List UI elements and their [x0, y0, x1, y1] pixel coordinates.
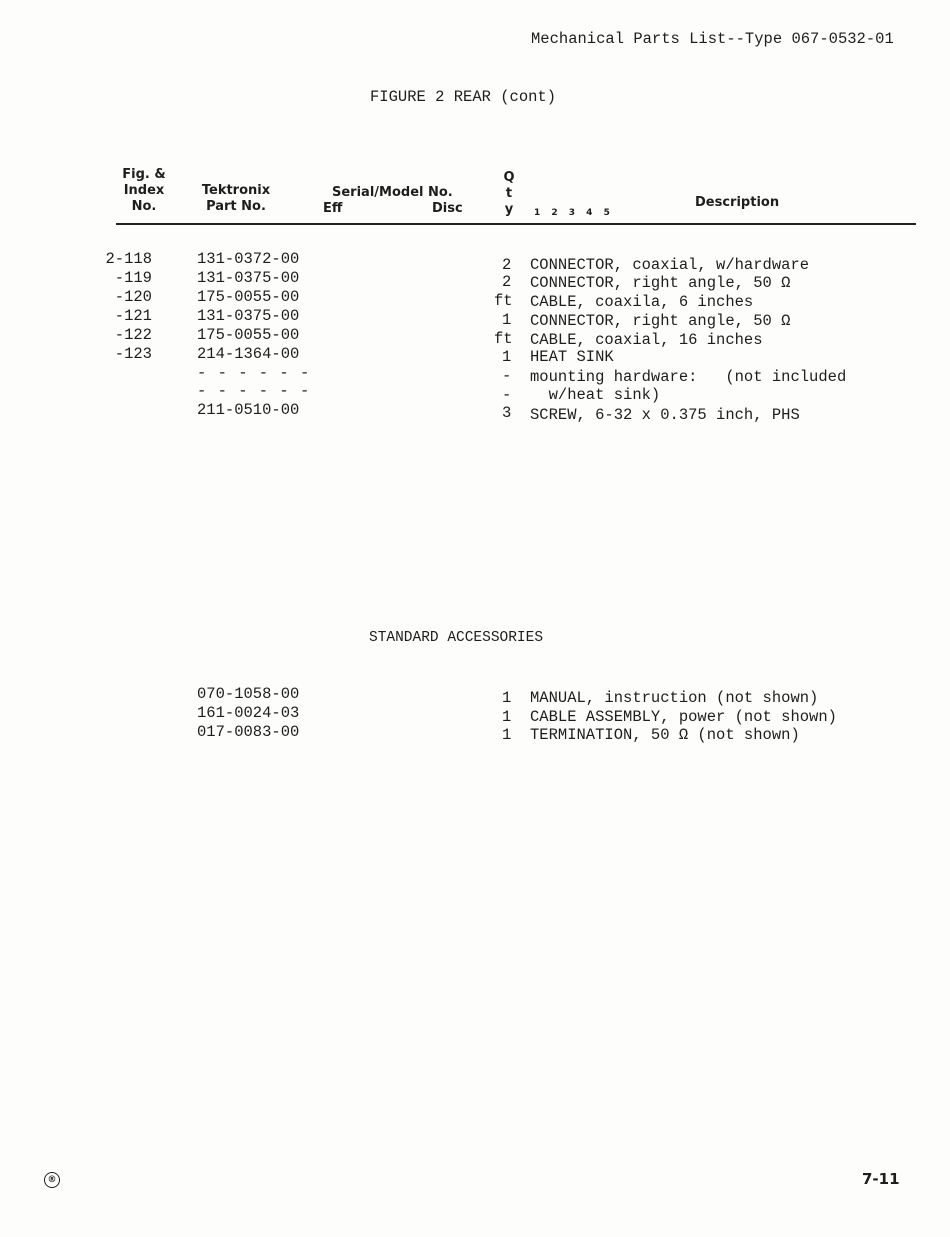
description: CABLE, coaxial, 16 inches	[530, 331, 763, 349]
part-no: 131-0372-00	[197, 250, 300, 268]
fig-index-header	[116, 167, 172, 215]
description: TERMINATION, 50 Ω (not shown)	[530, 726, 800, 744]
part-no: 131-0375-00	[197, 307, 300, 325]
fig-index-header-line3: No.	[131, 199, 157, 214]
qty: 2	[502, 273, 512, 291]
qty: 1	[502, 689, 512, 707]
description: CONNECTOR, right angle, 50 Ω	[530, 274, 791, 292]
qty-header-q: Q	[503, 170, 515, 185]
description: mounting hardware: (not included	[530, 368, 847, 386]
description: CABLE, coaxila, 6 inches	[530, 293, 754, 311]
qty: ft	[494, 330, 513, 348]
qty-header-t: t	[505, 186, 513, 201]
eff-header: Eff	[323, 201, 343, 216]
header-rule	[116, 223, 916, 225]
qty-header-y: y	[504, 202, 514, 217]
description: MANUAL, instruction (not shown)	[530, 689, 819, 707]
index-no: -121	[114, 307, 152, 325]
index-no: -123	[114, 345, 152, 363]
qty: 1	[502, 708, 512, 726]
disc-header: Disc	[432, 201, 463, 216]
part-no: 070-1058-00	[197, 685, 300, 703]
description-header: Description	[695, 195, 780, 210]
figure-title: FIGURE 2 REAR (cont)	[370, 88, 557, 106]
qty: 1	[502, 726, 512, 744]
qty: 3	[502, 404, 512, 422]
revision-mark: ®	[44, 1172, 60, 1188]
index-no: -122	[114, 326, 152, 344]
part-no: - - - - - -	[197, 382, 311, 400]
part-no: 161-0024-03	[197, 704, 300, 722]
index-no: -120	[114, 288, 152, 306]
part-no-header-line1: Tektronix	[201, 183, 271, 198]
part-no: 175-0055-00	[197, 288, 300, 306]
part-no: 017-0083-00	[197, 723, 300, 741]
qty: -	[502, 386, 512, 404]
accessories-title: STANDARD ACCESSORIES	[369, 630, 544, 646]
qty: 2	[502, 256, 512, 274]
index-no: -119	[114, 269, 152, 287]
serial-header: Serial/Model No.	[332, 185, 453, 200]
part-no-header	[200, 183, 272, 215]
part-no: 211-0510-00	[197, 401, 300, 419]
fig-index-header-line1: Fig. &	[122, 167, 166, 182]
page-header: Mechanical Parts List--Type 067-0532-01	[531, 30, 894, 48]
part-no: 214-1364-00	[197, 345, 300, 363]
qty: -	[502, 367, 512, 385]
qty-header	[502, 170, 516, 218]
description: CONNECTOR, coaxial, w/hardware	[530, 256, 810, 274]
index-no: 2-118	[105, 250, 152, 268]
qty: ft	[494, 292, 513, 310]
part-no: 175-0055-00	[197, 326, 300, 344]
description: CONNECTOR, right angle, 50 Ω	[530, 312, 791, 330]
description: CABLE ASSEMBLY, power (not shown)	[530, 708, 837, 726]
part-no: - - - - - -	[197, 364, 311, 382]
qty: 1	[502, 348, 512, 366]
page-number: 7-11	[862, 1170, 900, 1188]
description: HEAT SINK	[530, 348, 614, 366]
part-no: 131-0375-00	[197, 269, 300, 287]
qty: 1	[502, 311, 512, 329]
description: SCREW, 6-32 x 0.375 inch, PHS	[530, 406, 800, 424]
indent-levels-header: 1 2 3 4 5	[534, 208, 614, 218]
description: w/heat sink)	[530, 386, 661, 404]
part-no-header-line2: Part No.	[206, 199, 266, 214]
fig-index-header-line2: Index	[123, 183, 165, 198]
